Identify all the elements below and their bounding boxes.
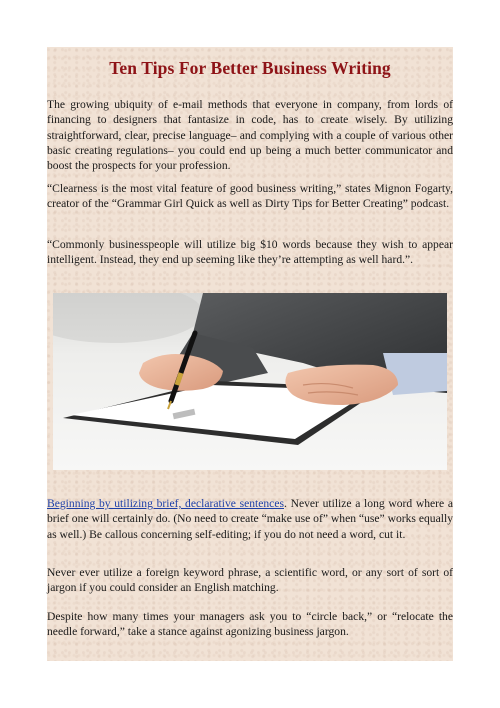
businessman-writing-photo bbox=[53, 293, 447, 470]
paragraph-quote-big-words: “Commonly businesspeople will utilize big $10 words because they wish to appear intelligent. Instead, they end up seeming like they’re attempting as well hard.”. bbox=[47, 238, 453, 267]
paragraph-tip-brief-sentences bbox=[47, 496, 453, 542]
document-page bbox=[47, 47, 453, 661]
paragraph-tip-business-jargon: Despite how many times your managers ask you to “circle back,” or “relocate the needle forward,” take a stance against agonizing business jargon. bbox=[47, 610, 453, 639]
paragraph-tip-brief-sentences-text: . Never utilize a long word where a brief one will certainly do. (No need to create “make use of” when “use” works equally as well.) Be callous concerning self-editing; if you do not need a word, cut it. bbox=[47, 497, 453, 541]
brief-sentences-link[interactable]: Beginning by utilizing brief, declarative sentences bbox=[47, 497, 284, 510]
writing-hand-illustration bbox=[53, 293, 447, 470]
paragraph-quote-clearness: “Clearness is the most vital feature of good business writing,” states Mignon Fogarty, creator of the “Grammar Girl Quick as well as Dirty Tips for Better Creating” podcast. bbox=[47, 182, 453, 211]
paragraph-intro: The growing ubiquity of e-mail methods that everyone in company, from lords of financing to designers that fantasize in code, has to create wisely. By utilizing straightforward, clear, precise language– and complying with a couple of various other basic creating regulations– you could end up being a much better communicator and boost the prospects for your profession. bbox=[47, 98, 453, 173]
document-title: Ten Tips For Better Business Writing bbox=[109, 58, 391, 78]
paragraph-tip-foreign-phrase: Never ever utilize a foreign keyword phrase, a scientific word, or any sort of sort of jargon if you could consider an English matching. bbox=[47, 566, 453, 595]
